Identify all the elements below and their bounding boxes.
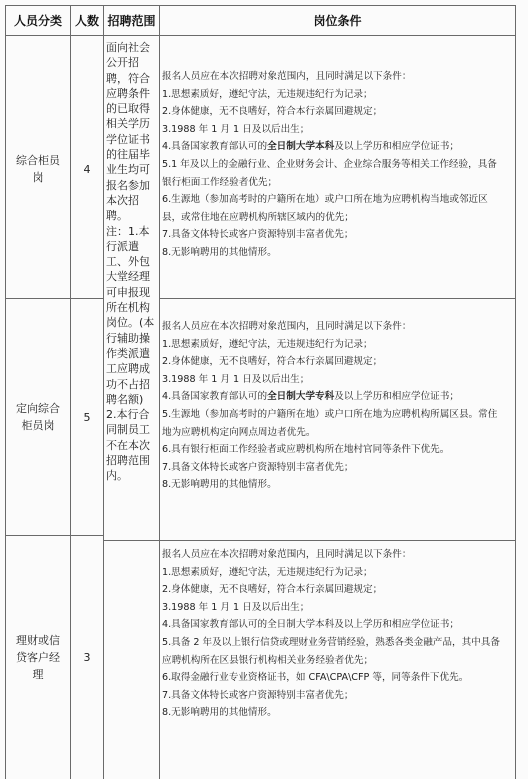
scope-text: 面向社会公开招聘，符合应聘条件的已取得相关学历学位证书的往届毕业生均可报名参加本次招聘。 注：1.本行派遣工、外包大堂经理可申报现所在机构岗位。(本行辅助操作类派遣工应聘成功不占招聘名额) 2.本行合同制员工不在本次招聘范围内。 (106, 41, 155, 483)
condition-line: 1.思想素质好，遵纪守法，无违规违纪行为记录； (162, 338, 373, 350)
table-right-border (515, 5, 516, 779)
row1-category: 综合柜员岗 (16, 154, 60, 184)
condition-line: 6.具有银行柜面工作经验者或应聘机构所在地村官同等条件下优先。 (162, 444, 450, 456)
col-divider-2 (103, 5, 104, 779)
condition-line: 4.具备国家教育部认可的全日制大学本科及以上学历和相应学位证书； (162, 141, 459, 153)
condition-line: 3.1988 年 1 月 1 日及以后出生； (162, 601, 310, 613)
row2-count: 5 (83, 410, 91, 424)
row3-conditions (162, 546, 504, 722)
row2-category: 定向综合柜员岗 (16, 402, 60, 432)
condition-line: 1.思想素质好，遵纪守法，无违规违纪行为记录； (162, 88, 373, 100)
condition-line: 5.1 年及以上的金融行业、企业财务会计、企业综合服务等相关工作经验，具备银行柜面工作经验者优先； (162, 158, 497, 188)
row1-conditions (162, 68, 504, 262)
header-conditions: 岗位条件 (313, 13, 362, 28)
condition-line: 8.无影响聘用的其他情形。 (162, 479, 277, 491)
condition-line: 7.具备文体特长或客户资源特别丰富者优先； (162, 461, 354, 473)
condition-line: 报名人员应在本次招聘对象范围内，且同时满足以下条件： (162, 549, 412, 560)
condition-line: 7.具备文体特长或客户资源特别丰富者优先； (162, 689, 354, 701)
col-divider-3 (159, 5, 160, 779)
condition-line: 5.具备 2 年及以上银行信贷或理财业务营销经验，熟悉各类金融产品，其中具备应聘机构所在区县银行机构相关业务经验者优先； (162, 636, 500, 666)
condition-line: 3.1988 年 1 月 1 日及以后出生； (162, 373, 310, 385)
condition-line: 2.身体健康，无不良嗜好，符合本行亲属回避规定； (162, 584, 383, 596)
header-count: 人数 (74, 13, 99, 28)
condition-line: 8.无影响聘用的其他情形。 (162, 246, 277, 258)
condition-line: 2.身体健康，无不良嗜好，符合本行亲属回避规定； (162, 356, 383, 368)
condition-line: 6.取得金融行业专业资格证书，如 CFA\CPA\CFP 等，同等条件下优先。 (162, 672, 469, 684)
condition-line: 2.身体健康，无不良嗜好，符合本行亲属回避规定； (162, 106, 383, 118)
condition-line: 3.1988 年 1 月 1 日及以后出生； (162, 123, 310, 135)
row3-category: 理财或信贷客户经理 (16, 634, 60, 681)
condition-line: 4.具备国家教育部认可的全日制大学专科及以上学历和相应学位证书； (162, 391, 459, 403)
table-left-border (5, 5, 6, 779)
row2-bottom-border-right (103, 540, 516, 541)
condition-line: 4.具备国家教育部认可的全日制大学本科及以上学历和相应学位证书； (162, 619, 459, 631)
condition-line: 报名人员应在本次招聘对象范围内，且同时满足以下条件： (162, 71, 412, 82)
row1-bottom-border-right (159, 298, 516, 299)
row1-count: 4 (83, 162, 91, 176)
condition-line: 7.具备文体特长或客户资源特别丰富者优先； (162, 229, 354, 241)
condition-line: 6.生源地（参加高考时的户籍所在地）或户口所在地为应聘机构当地或邻近区县，或常住地在应聘机构所辖区域内的优先； (162, 194, 488, 223)
condition-line: 1.思想素质好，遵纪守法，无违规违纪行为记录； (162, 566, 373, 578)
header-scope: 招聘范围 (107, 13, 156, 28)
header-category: 人员分类 (13, 13, 62, 28)
condition-line: 8.无影响聘用的其他情形。 (162, 707, 277, 719)
row2-conditions (162, 318, 504, 494)
condition-line: 报名人员应在本次招聘对象范围内，且同时满足以下条件： (162, 321, 412, 332)
row3-count: 3 (83, 651, 91, 664)
condition-line: 5.生源地（参加高考时的户籍所在地）或户口所在地为应聘机构所属区县。常住地为应聘机构定向网点周边者优先。 (162, 408, 498, 438)
header-bottom-border (5, 35, 516, 36)
